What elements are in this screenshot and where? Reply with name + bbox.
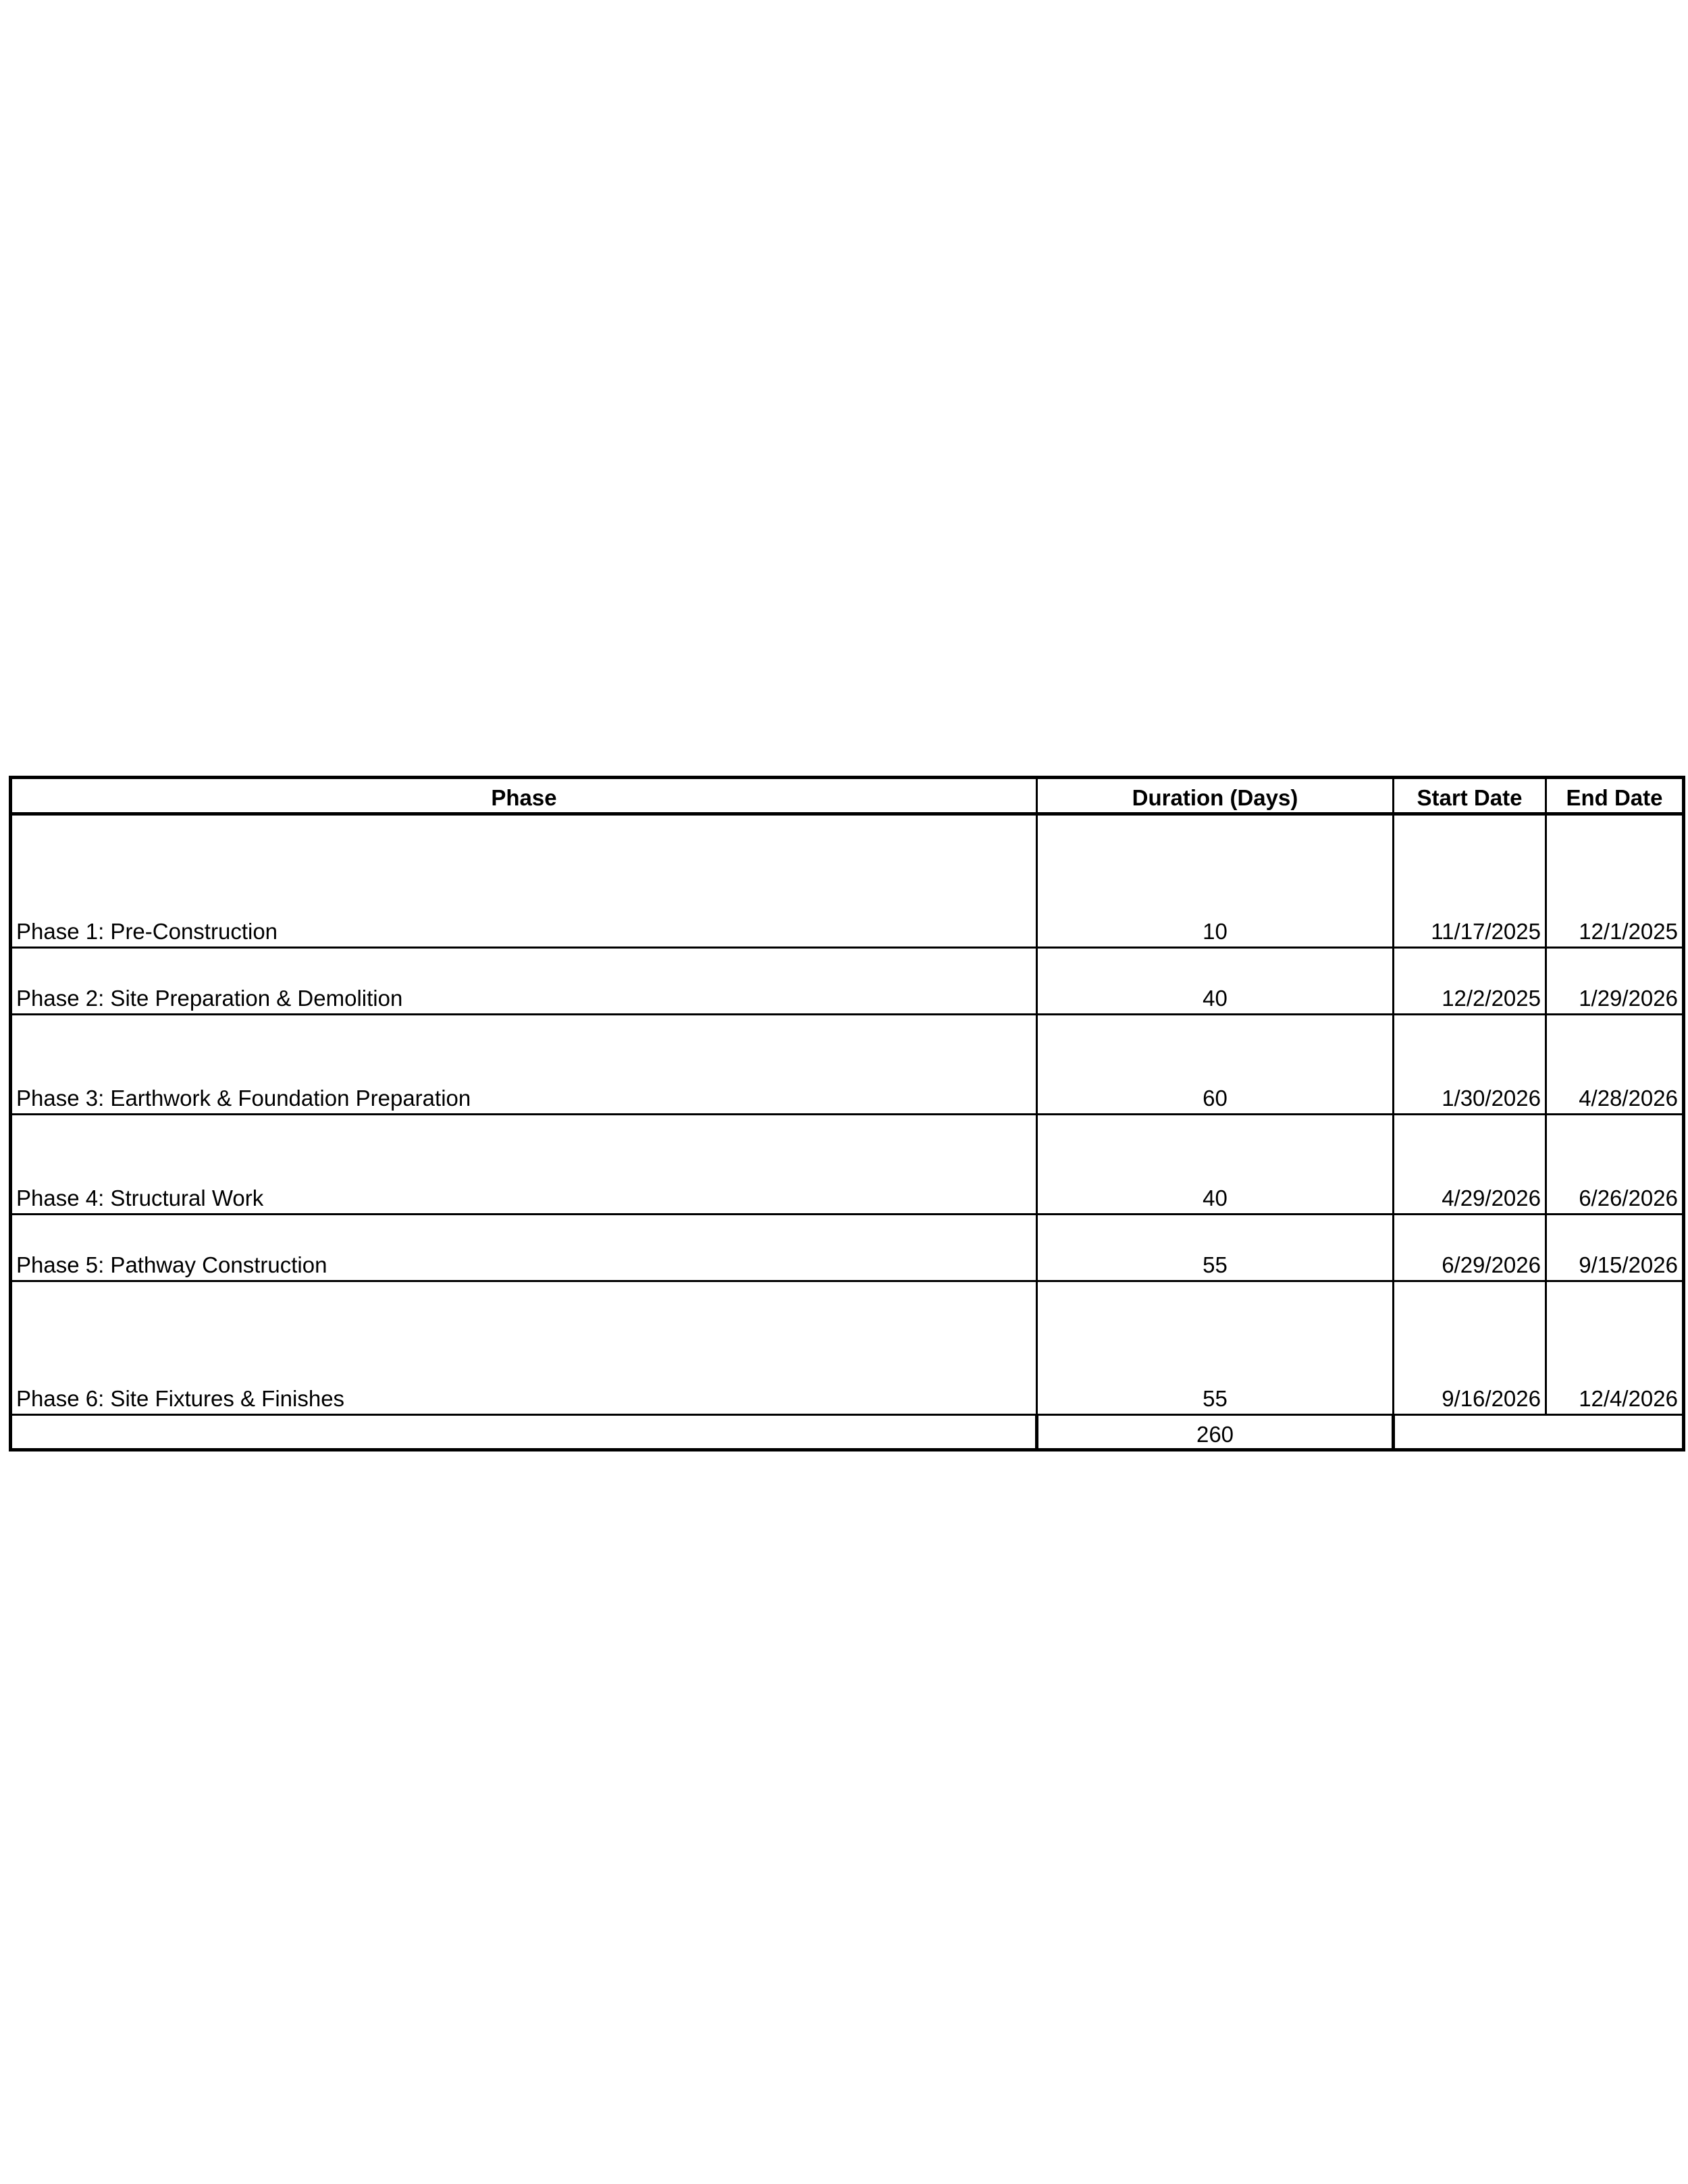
phase-schedule-table — [9, 776, 1685, 1451]
phase-cell: Phase 5: Pathway Construction — [11, 1215, 1037, 1281]
header-start-date: Start Date — [1394, 778, 1546, 814]
duration-cell: 55 — [1037, 1215, 1394, 1281]
end-date-cell: 6/26/2026 — [1546, 1115, 1684, 1215]
end-date-cell: 4/28/2026 — [1546, 1015, 1684, 1115]
phase-cell: Phase 6: Site Fixtures & Finishes — [11, 1281, 1037, 1415]
header-end-date: End Date — [1546, 778, 1684, 814]
duration-cell: 10 — [1037, 814, 1394, 948]
table-row — [11, 1115, 1684, 1215]
header-duration: Duration (Days) — [1037, 778, 1394, 814]
table-row — [11, 948, 1684, 1015]
table-row — [11, 1281, 1684, 1415]
start-date-cell: 9/16/2026 — [1394, 1281, 1546, 1415]
phase-cell: Phase 4: Structural Work — [11, 1115, 1037, 1215]
total-dates-cell — [1394, 1415, 1684, 1450]
table-row — [11, 1015, 1684, 1115]
phase-cell: Phase 3: Earthwork & Foundation Preparation — [11, 1015, 1037, 1115]
header-phase: Phase — [11, 778, 1037, 814]
duration-cell: 40 — [1037, 1115, 1394, 1215]
end-date-cell: 12/1/2025 — [1546, 814, 1684, 948]
header-row — [11, 778, 1684, 814]
duration-cell: 55 — [1037, 1281, 1394, 1415]
duration-cell: 60 — [1037, 1015, 1394, 1115]
table-row — [11, 1215, 1684, 1281]
start-date-cell: 6/29/2026 — [1394, 1215, 1546, 1281]
end-date-cell: 1/29/2026 — [1546, 948, 1684, 1015]
table-row — [11, 814, 1684, 948]
start-date-cell: 11/17/2025 — [1394, 814, 1546, 948]
phase-cell: Phase 2: Site Preparation & Demolition — [11, 948, 1037, 1015]
total-row — [11, 1415, 1684, 1450]
duration-cell: 40 — [1037, 948, 1394, 1015]
start-date-cell: 4/29/2026 — [1394, 1115, 1546, 1215]
start-date-cell: 1/30/2026 — [1394, 1015, 1546, 1115]
end-date-cell: 12/4/2026 — [1546, 1281, 1684, 1415]
total-duration-cell: 260 — [1037, 1415, 1394, 1450]
total-label-cell — [11, 1415, 1037, 1450]
phase-cell: Phase 1: Pre-Construction — [11, 814, 1037, 948]
end-date-cell: 9/15/2026 — [1546, 1215, 1684, 1281]
start-date-cell: 12/2/2025 — [1394, 948, 1546, 1015]
